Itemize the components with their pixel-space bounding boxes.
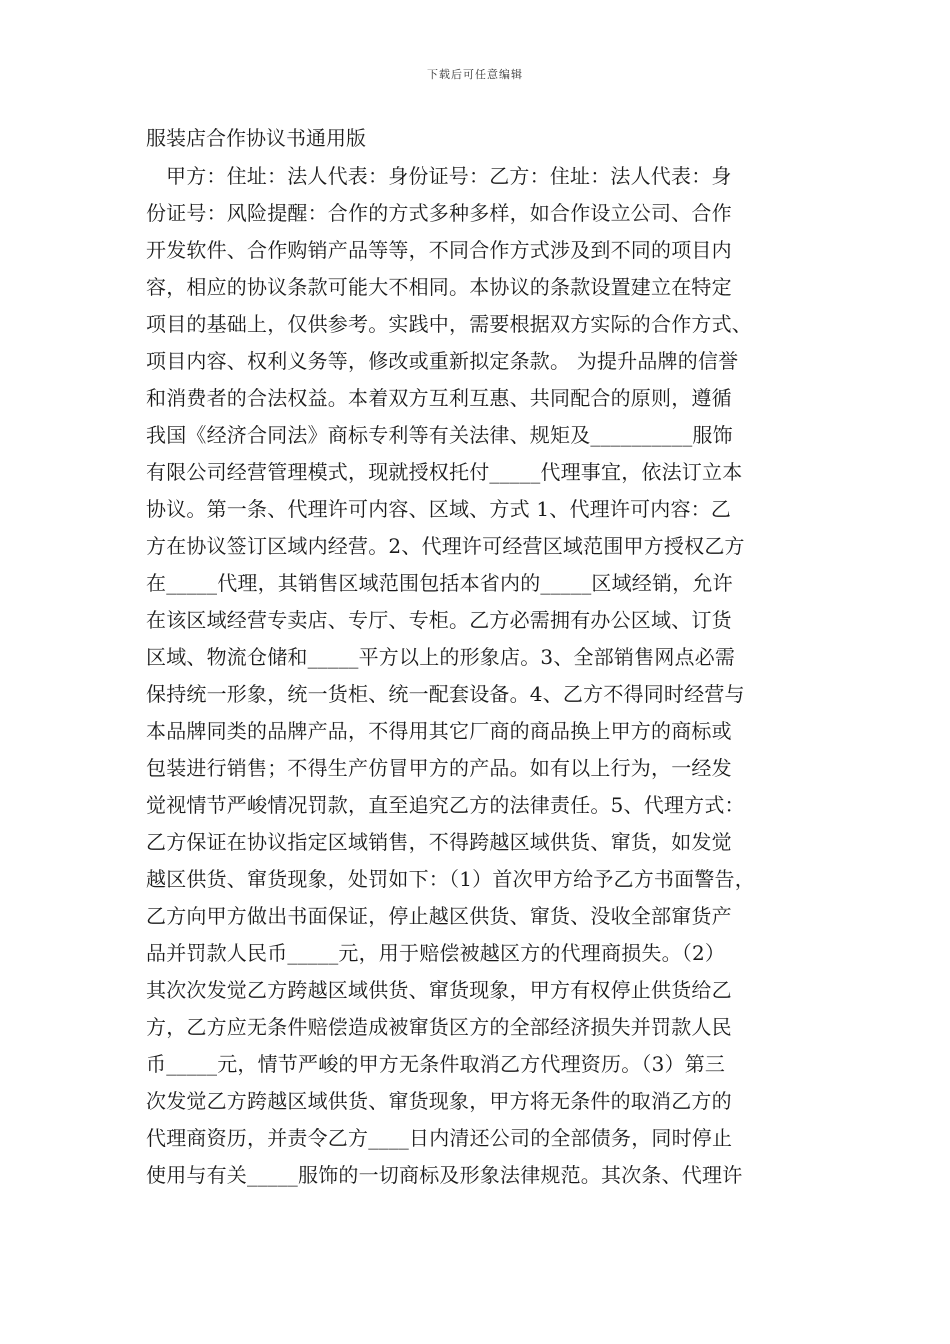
document-title: 服装店合作协议书通用版 [146, 126, 366, 150]
body-text-line: 我国《经济合同法》商标专利等有关法律、规矩及__________服饰 [146, 423, 733, 447]
body-text-line: 开发软件、合作购销产品等等，不同合作方式涉及到不同的项目内 [146, 238, 732, 262]
body-text-line: 在该区域经营专卖店、专厅、专柜。乙方必需拥有办公区域、订货 [146, 608, 732, 632]
body-text-line: 容，相应的协议条款可能大不相同。本协议的条款设置建立在特定 [146, 275, 732, 299]
body-text-line: 其次次发觉乙方跨越区域供货、窜货现象，甲方有权停止供货给乙 [146, 978, 732, 1002]
body-text-line: 保持统一形象，统一货柜、统一配套设备。4、乙方不得同时经营与 [146, 682, 745, 706]
page-header-note: 下载后可任意编辑 [427, 68, 523, 81]
document-body [146, 158, 816, 1194]
body-text-line: 越区供货、窜货现象，处罚如下：（1）首次甲方给予乙方书面警告， [146, 867, 755, 891]
body-text-line: 乙方向甲方做出书面保证，停止越区供货、窜货、没收全部窜货产 [146, 904, 732, 928]
body-text-line: 方在协议签订区域内经营。2、代理许可经营区域范围甲方授权乙方 [146, 534, 745, 558]
body-text-line: 甲方：住址：法人代表：身份证号：乙方：住址：法人代表：身 [166, 164, 732, 188]
body-text-line: 觉视情节严峻情况罚款，直至追究乙方的法律责任。5、代理方式： [146, 793, 745, 817]
body-text-line: 项目内容、权利义务等，修改或重新拟定条款。 为提升品牌的信誉 [146, 349, 739, 373]
body-text-line: 份证号：风险提醒：合作的方式多种多样，如合作设立公司、合作 [146, 201, 732, 225]
body-text-line: 方，乙方应无条件赔偿造成被窜货区方的全部经济损失并罚款人民 [146, 1015, 732, 1039]
body-text-line: 在_____代理，其销售区域范围包括本省内的_____区域经销，允许 [146, 571, 733, 595]
body-text-line: 代理商资历，并责令乙方____日内清还公司的全部债务，同时停止 [146, 1126, 733, 1150]
body-text-line: 有限公司经营管理模式，现就授权托付_____代理事宜，依法订立本 [146, 460, 743, 484]
body-text-line: 区域、物流仓储和_____平方以上的形象店。3、全部销售网点必需 [146, 645, 736, 669]
body-text-line: 包装进行销售；不得生产仿冒甲方的产品。如有以上行为，一经发 [146, 756, 732, 780]
body-text-line: 项目的基础上，仅供参考。实践中，需要根据双方实际的合作方式、 [146, 312, 752, 336]
body-text-line: 品并罚款人民币_____元，用于赔偿被越区方的代理商损失。（2） [146, 941, 726, 965]
body-text-line: 次发觉乙方跨越区域供货、窜货现象，甲方将无条件的取消乙方的 [146, 1089, 732, 1113]
body-text-line: 使用与有关_____服饰的一切商标及形象法律规范。其次条、代理许 [146, 1163, 743, 1187]
body-text-line: 乙方保证在协议指定区域销售，不得跨越区域供货、窜货，如发觉 [146, 830, 732, 854]
body-text-line: 本品牌同类的品牌产品，不得用其它厂商的商品换上甲方的商标或 [146, 719, 732, 743]
body-text-line: 协议。第一条、代理许可内容、区域、方式 1、代理许可内容：乙 [146, 497, 732, 521]
body-text-line: 币_____元，情节严峻的甲方无条件取消乙方代理资历。（3）第三 [146, 1052, 726, 1076]
body-text-line: 和消费者的合法权益。本着双方互利互惠、共同配合的原则，遵循 [146, 386, 732, 410]
